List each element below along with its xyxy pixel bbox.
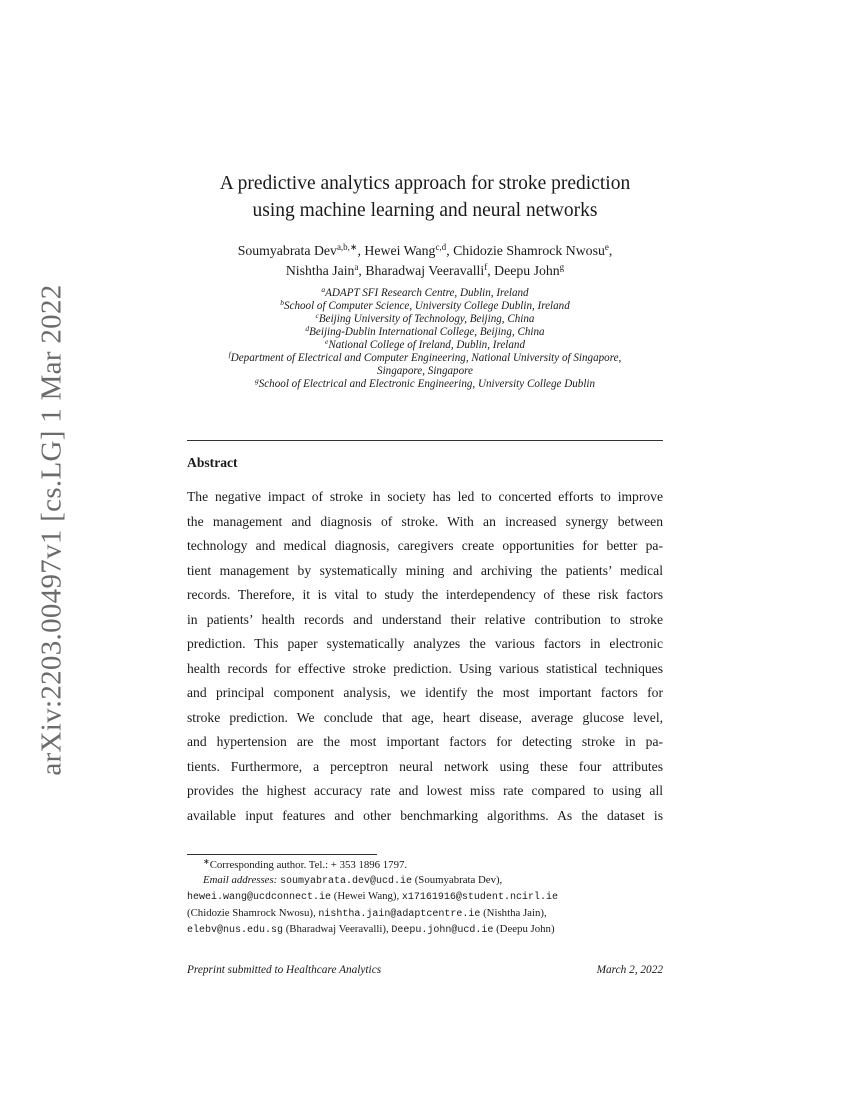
title-line: using machine learning and neural networks xyxy=(252,200,598,221)
abstract-body xyxy=(187,485,663,828)
author-affiliation-mark: g xyxy=(559,262,565,272)
author-name: Bharadwaj Veeravalli xyxy=(365,263,485,278)
abstract-line: tients. Furthermore, a perceptron neural network using these four attributes xyxy=(187,758,663,774)
abstract-line: tient management by systematically mining and archiving the patients’ medical xyxy=(187,562,663,578)
abstract-line: records. Therefore, it is vital to study the interdependency of these risk factors xyxy=(187,587,663,602)
affiliation: $^f$Department of Electrical and Computer Engineering, National University of Singapore, xyxy=(228,350,622,364)
email-label: Email addresses: xyxy=(203,873,278,886)
author-name: Nishtha Jain xyxy=(285,263,355,278)
submission-date: March 2, 2022 xyxy=(596,964,663,976)
footnotes xyxy=(187,858,663,939)
abstract-line: and hypertension are the most important factors for detecting stroke in pa- xyxy=(187,734,663,749)
title-line: A predictive analytics approach for stroke prediction xyxy=(219,173,631,194)
author-name: Chidozie Shamrock Nwosu xyxy=(453,243,605,258)
email-link[interactable]: soumyabrata.dev@ucd.ie xyxy=(279,875,413,887)
author-affiliation-mark: a,b,∗ xyxy=(336,242,358,252)
abstract-line: the management and diagnosis of stroke. With an increased synergy between xyxy=(187,513,663,529)
corresponding-author-note: ∗Corresponding author. Tel.: + 353 1896 1797. xyxy=(203,857,408,871)
affiliation: $^e$National College of Ireland, Dublin, Ireland xyxy=(324,337,526,351)
abstract-line: provides the highest accuracy rate and lowest miss rate compared to using all xyxy=(187,783,663,798)
abstract-line: stroke prediction. We conclude that age, heart disease, average glucose level, xyxy=(187,709,663,725)
affiliation: $^g$School of Electrical and Electronic Engineering, University College Dublin xyxy=(254,376,596,390)
email-line: Email addresses: soumyabrata.dev@ucd.ie (Soumyabrata Dev), xyxy=(203,873,503,887)
paper-title xyxy=(150,170,700,224)
abstract-heading: Abstract xyxy=(187,455,238,470)
author-affiliation-mark: e xyxy=(604,242,609,252)
author-name: Soumyabrata Dev xyxy=(237,243,337,258)
author-name: Hewei Wang xyxy=(364,243,436,258)
author-name: Deepu John xyxy=(494,263,560,278)
email-link[interactable]: hewei.wang@ucdconnect.ie xyxy=(187,892,332,904)
email-link[interactable]: Deepu.john@ucd.ie xyxy=(391,925,494,937)
footnote-divider xyxy=(187,854,377,855)
abstract-line: prediction. This paper systematically analyzes the various factors in electronic xyxy=(187,636,663,651)
abstract-line: The negative impact of stroke in society has led to concerted efforts to improve xyxy=(187,489,663,504)
affiliation-continuation: Singapore, Singapore xyxy=(377,365,473,377)
abstract-line: technology and medical diagnosis, caregivers create opportunities for better pa- xyxy=(187,538,663,553)
email-line: elebv@nus.edu.sg (Bharadwaj Veeravalli), Deepu.john@ucd.ie (Deepu John) xyxy=(187,923,555,937)
abstract-line: in patients’ health records and understand their relative contribution to stroke xyxy=(187,611,663,627)
author-affiliation-mark: f xyxy=(484,262,488,272)
author-list: Soumyabrata Dev$^{a,b,∗}$, Hewei Wang$^{c,d}$, Chidozie Shamrock Nwosu$^e$, Nishtha Jain$^a$, Bharadwaj Veeravalli$^f$, Deepu John$^g$ xyxy=(237,242,613,278)
arxiv-identifier: arXiv:2203.00497v1 [cs.LG] 1 Mar 2022 xyxy=(35,284,68,776)
email-line: (Chidozie Shamrock Nwosu), nishtha.jain@adaptcentre.ie (Nishtha Jain), xyxy=(187,906,547,920)
affiliation-list xyxy=(150,287,700,391)
affiliation: $^d$Beijing-Dublin International College, Beijing, China xyxy=(305,324,545,338)
preprint-note: Preprint submitted to Healthcare Analytics xyxy=(187,964,382,976)
email-line: hewei.wang@ucdconnect.ie (Hewei Wang), x17161916@student.ncirl.ie xyxy=(187,890,558,904)
author-affiliation-mark: a xyxy=(354,262,359,272)
email-link[interactable]: x17161916@student.ncirl.ie xyxy=(401,892,558,904)
affiliation: $^b$School of Computer Science, University College Dublin, Ireland xyxy=(280,298,570,312)
abstract-line: and principal component analysis, we identify the most important factors for xyxy=(187,685,663,700)
email-link[interactable]: nishtha.jain@adaptcentre.ie xyxy=(318,908,481,920)
affiliation: $^c$Beijing University of Technology, Beijing, China xyxy=(315,311,535,325)
abstract-line: available input features and other benchmarking algorithms. As the dataset is xyxy=(187,807,663,823)
email-link[interactable]: elebv@nus.edu.sg xyxy=(187,925,284,937)
abstract-line: health records for effective stroke prediction. Using various statistical techniques xyxy=(187,660,663,676)
abstract-divider xyxy=(187,440,663,441)
author-affiliation-mark: c,d xyxy=(435,242,447,252)
affiliation: $^a$ADAPT SFI Research Centre, Dublin, Ireland xyxy=(321,285,529,299)
